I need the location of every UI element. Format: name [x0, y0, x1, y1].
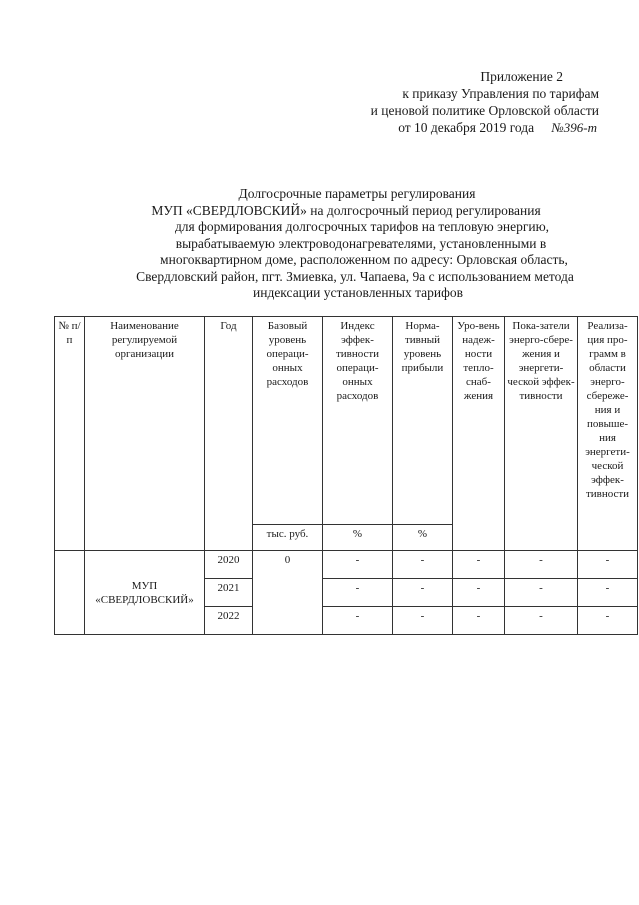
header-energy: Пока-затели энерго-сбере-жения и энергети-ческой эффек-тивности	[505, 317, 578, 551]
cell-year: 2022	[205, 607, 253, 635]
cell-year: 2021	[205, 579, 253, 607]
header-org: Наименование регулируемой организации	[85, 317, 205, 551]
cell-year: 2020	[205, 551, 253, 579]
appendix-date-line	[371, 119, 597, 136]
title-line-5: многоквартирном доме, расположенном по адресу: Орловская область,	[160, 252, 568, 267]
title-line-4: вырабатываемую электроводонагревателями, установленными в	[175, 235, 547, 251]
cell-energy: -	[505, 579, 578, 607]
title-line-6: Свердловский район, пгт. Змиевка, ул. Чапаева, 9а с использованием метода	[136, 268, 574, 284]
cell-profit: -	[393, 579, 453, 607]
header-base: Базовый уровень операци-онных расходов	[253, 317, 323, 525]
appendix-order-number: №396-т	[551, 120, 597, 135]
document-title	[110, 186, 622, 302]
cell-index: -	[323, 579, 393, 607]
cell-index: -	[323, 551, 393, 579]
appendix-authority: и ценовой политике Орловской области	[370, 103, 599, 118]
title-line-2: МУП «СВЕРДЛОВСКИЙ» на долгосрочный период регулирования	[151, 202, 541, 218]
cell-reliability: -	[453, 551, 505, 579]
cell-profit: -	[393, 607, 453, 635]
parameters-table	[54, 316, 638, 635]
unit-index: %	[323, 525, 393, 551]
cell-programs: -	[578, 551, 638, 579]
appendix-title: Приложение 2	[480, 69, 563, 84]
cell-base-value: 0	[253, 551, 323, 635]
cell-energy: -	[505, 607, 578, 635]
table-row	[55, 551, 638, 579]
appendix-header	[371, 68, 599, 136]
title-line-1: Долгосрочные параметры регулирования	[238, 186, 476, 201]
appendix-date: от 10 декабря 2019 года	[398, 120, 535, 135]
header-num: № п/п	[55, 317, 85, 551]
cell-num	[55, 551, 85, 635]
cell-organization: МУП «СВЕРДЛОВСКИЙ»	[85, 551, 205, 635]
header-reliability: Уро-вень надеж-ности тепло-снаб-жения	[453, 317, 505, 551]
cell-reliability: -	[453, 579, 505, 607]
cell-index: -	[323, 607, 393, 635]
cell-programs: -	[578, 607, 638, 635]
cell-profit: -	[393, 551, 453, 579]
table-header-row	[55, 317, 638, 525]
appendix-order-ref: к приказу Управления по тарифам	[402, 86, 599, 101]
cell-reliability: -	[453, 607, 505, 635]
unit-profit: %	[393, 525, 453, 551]
title-line-3: для формирования долгосрочных тарифов на тепловую энергию,	[174, 219, 550, 234]
cell-energy: -	[505, 551, 578, 579]
title-line-7: индексации установленных тарифов	[253, 285, 463, 300]
header-profit: Норма-тивный уровень прибыли	[393, 317, 453, 525]
cell-programs: -	[578, 579, 638, 607]
header-programs: Реализа-ция про-грамм в области энерго-сбереже-ния и повыше-ния энергети-ческой эффек-тивности	[578, 317, 638, 551]
header-index: Индекс эффек-тивности операци-онных расходов	[323, 317, 393, 525]
unit-base: тыс. руб.	[253, 525, 323, 551]
header-year: Год	[205, 317, 253, 551]
